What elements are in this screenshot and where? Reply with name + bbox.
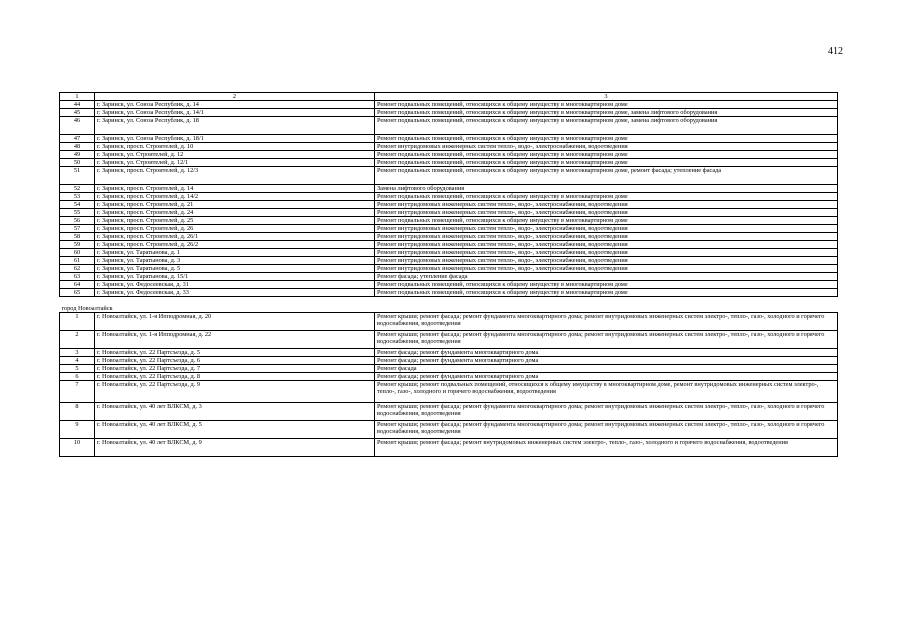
row-number: 49 bbox=[60, 151, 95, 159]
row-address: г. Заринск, просп. Строителей, д. 26/2 bbox=[95, 241, 375, 249]
row-work-type: Ремонт подвальных помещений, относящихся к общему имуществу в многоквартирном доме, замена лифтового оборудования bbox=[375, 109, 838, 117]
table-row bbox=[60, 331, 838, 349]
works-table bbox=[59, 92, 838, 457]
row-number: 48 bbox=[60, 143, 95, 151]
row-address: г. Заринск, ул. Союза Республик, д. 18/1 bbox=[95, 135, 375, 143]
row-address: г. Новоалтайск, ул. 1-я Ипподромная, д. 22 bbox=[95, 331, 375, 349]
row-work-type: Ремонт внутридомовых инженерных систем тепло-, водо-, электроснабжения, водоотведения bbox=[375, 241, 838, 249]
row-number: 6 bbox=[60, 373, 95, 381]
row-work-type: Ремонт крыши; ремонт фасада; ремонт фундамента многоквартирного дома; ремонт внутридомовых инженерных систем электро-, тепло-, газо-, холодного и горячего водоснабжения, водоотведения bbox=[375, 331, 838, 349]
row-address: г. Заринск, просп. Строителей, д. 14 bbox=[95, 185, 375, 193]
row-work-type: Ремонт фасада; ремонт фундамента многоквартирного дома bbox=[375, 373, 838, 381]
row-address: г. Заринск, ул. Союза Республик, д. 14/1 bbox=[95, 109, 375, 117]
row-number: 62 bbox=[60, 265, 95, 273]
table-row bbox=[60, 289, 838, 297]
table-row bbox=[60, 201, 838, 209]
table-row bbox=[60, 117, 838, 135]
row-work-type: Ремонт фасада; ремонт фундамента многоквартирного дома bbox=[375, 357, 838, 365]
row-number: 64 bbox=[60, 281, 95, 289]
header-col-2: 2 bbox=[95, 93, 375, 101]
table-row bbox=[60, 209, 838, 217]
table-row bbox=[60, 365, 838, 373]
row-address: г. Заринск, ул. Союза Республик, д. 14 bbox=[95, 101, 375, 109]
table-row bbox=[60, 249, 838, 257]
row-number: 53 bbox=[60, 193, 95, 201]
row-address: г. Заринск, просп. Строителей, д. 25 bbox=[95, 217, 375, 225]
row-address: г. Заринск, ул. Строителей, д. 12 bbox=[95, 151, 375, 159]
row-number: 57 bbox=[60, 225, 95, 233]
table-row bbox=[60, 143, 838, 151]
row-number: 9 bbox=[60, 421, 95, 439]
row-address: г. Заринск, ул. Строителей, д. 12/1 bbox=[95, 159, 375, 167]
table-row bbox=[60, 159, 838, 167]
row-address: г. Новоалтайск, ул. 22 Партсъезда, д. 5 bbox=[95, 349, 375, 357]
row-work-type: Ремонт крыши; ремонт фасада; ремонт фундамента многоквартирного дома; ремонт внутридомовых инженерных систем электро-, тепло-, газо-, холодного и горячего водоснабжения, водоотведения bbox=[375, 403, 838, 421]
row-address: г. Заринск, ул. Таратынова, д. 3 bbox=[95, 257, 375, 265]
row-number: 4 bbox=[60, 357, 95, 365]
section-title: город Новоалтайск bbox=[61, 305, 113, 312]
row-work-type: Ремонт крыши; ремонт фасада; ремонт фундамента многоквартирного дома; ремонт внутридомовых инженерных систем электро-, тепло-, газо-, холодного и горячего водоснабжения, водоотведения bbox=[375, 313, 838, 331]
row-work-type: Ремонт подвальных помещений, относящихся к общему имуществу в многоквартирном доме bbox=[375, 281, 838, 289]
row-work-type: Ремонт фасада; утепление фасада bbox=[375, 273, 838, 281]
row-address: г. Новоалтайск, ул. 40 лет ВЛКСМ, д. 3 bbox=[95, 403, 375, 421]
row-address: г. Заринск, просп. Строителей, д. 12/3 bbox=[95, 167, 375, 185]
row-number: 10 bbox=[60, 439, 95, 457]
table-row bbox=[60, 135, 838, 143]
table-row bbox=[60, 257, 838, 265]
row-number: 51 bbox=[60, 167, 95, 185]
table-row bbox=[60, 109, 838, 117]
row-number: 63 bbox=[60, 273, 95, 281]
row-work-type: Ремонт подвальных помещений, относящихся к общему имуществу в многоквартирном доме bbox=[375, 217, 838, 225]
row-address: г. Новоалтайск, ул. 22 Партсъезда, д. 8 bbox=[95, 373, 375, 381]
table-row bbox=[60, 349, 838, 357]
row-number: 1 bbox=[60, 313, 95, 331]
row-number: 5 bbox=[60, 365, 95, 373]
table-row bbox=[60, 167, 838, 185]
table-row bbox=[60, 217, 838, 225]
row-address: г. Заринск, ул. Таратынова, д. 1 bbox=[95, 249, 375, 257]
table-row bbox=[60, 185, 838, 193]
page-number: 412 bbox=[828, 46, 843, 57]
header-col-3: 3 bbox=[375, 93, 838, 101]
row-number: 44 bbox=[60, 101, 95, 109]
table-row bbox=[60, 233, 838, 241]
row-work-type: Замена лифтового оборудования bbox=[375, 185, 838, 193]
table-row bbox=[60, 241, 838, 249]
row-work-type: Ремонт внутридомовых инженерных систем тепло-, водо-, электроснабжения, водоотведения bbox=[375, 233, 838, 241]
row-work-type: Ремонт подвальных помещений, относящихся к общему имуществу в многоквартирном доме bbox=[375, 193, 838, 201]
row-work-type: Ремонт внутридомовых инженерных систем тепло-, водо-, электроснабжения, водоотведения bbox=[375, 201, 838, 209]
table-row bbox=[60, 151, 838, 159]
row-work-type: Ремонт подвальных помещений, относящихся к общему имуществу в многоквартирном доме bbox=[375, 135, 838, 143]
row-address: г. Новоалтайск, ул. 40 лет ВЛКСМ, д. 9 bbox=[95, 439, 375, 457]
table-row bbox=[60, 313, 838, 331]
row-number: 54 bbox=[60, 201, 95, 209]
row-work-type: Ремонт подвальных помещений, относящихся к общему имуществу в многоквартирном доме, ремонт фасада; утепление фасада bbox=[375, 167, 838, 185]
table-row bbox=[60, 273, 838, 281]
section-row bbox=[60, 297, 838, 313]
row-number: 52 bbox=[60, 185, 95, 193]
row-address: г. Заринск, просп. Строителей, д. 24 bbox=[95, 209, 375, 217]
row-number: 55 bbox=[60, 209, 95, 217]
row-address: г. Заринск, ул. Таратынова, д. 5 bbox=[95, 265, 375, 273]
row-address: г. Новоалтайск, ул. 22 Партсъезда, д. 9 bbox=[95, 381, 375, 403]
row-work-type: Ремонт внутридомовых инженерных систем тепло-, водо-, электроснабжения, водоотведения bbox=[375, 257, 838, 265]
table-row bbox=[60, 439, 838, 457]
row-address: г. Заринск, ул. Союза Республик, д. 18 bbox=[95, 117, 375, 135]
row-address: г. Заринск, ул. Федосеевская, д. 31 bbox=[95, 281, 375, 289]
row-address: г. Заринск, просп. Строителей, д. 14/2 bbox=[95, 193, 375, 201]
row-address: г. Новоалтайск, ул. 22 Партсъезда, д. 6 bbox=[95, 357, 375, 365]
table-row bbox=[60, 381, 838, 403]
table-row bbox=[60, 101, 838, 109]
row-work-type: Ремонт крыши; ремонт фасада; ремонт фундамента многоквартирного дома; ремонт внутридомовых инженерных систем электро-, тепло-, газо-, холодного и горячего водоснабжения, водоотведения bbox=[375, 421, 838, 439]
table-row bbox=[60, 373, 838, 381]
row-work-type: Ремонт подвальных помещений, относящихся к общему имуществу в многоквартирном доме bbox=[375, 159, 838, 167]
row-number: 7 bbox=[60, 381, 95, 403]
row-number: 46 bbox=[60, 117, 95, 135]
row-address: г. Заринск, просп. Строителей, д. 10 bbox=[95, 143, 375, 151]
row-number: 47 bbox=[60, 135, 95, 143]
row-address: г. Новоалтайск, ул. 22 Партсъезда, д. 7 bbox=[95, 365, 375, 373]
row-number: 2 bbox=[60, 331, 95, 349]
table-row bbox=[60, 193, 838, 201]
row-work-type: Ремонт подвальных помещений, относящихся к общему имуществу в многоквартирном доме bbox=[375, 101, 838, 109]
row-work-type: Ремонт подвальных помещений, относящихся к общему имуществу в многоквартирном доме bbox=[375, 289, 838, 297]
table-header-row bbox=[60, 93, 838, 101]
row-address: г. Заринск, просп. Строителей, д. 26/1 bbox=[95, 233, 375, 241]
row-address: г. Заринск, просп. Строителей, д. 21 bbox=[95, 201, 375, 209]
row-address: г. Заринск, просп. Строителей, д. 26 bbox=[95, 225, 375, 233]
row-number: 56 bbox=[60, 217, 95, 225]
row-number: 65 bbox=[60, 289, 95, 297]
row-work-type: Ремонт внутридомовых инженерных систем тепло-, водо-, электроснабжения, водоотведения bbox=[375, 209, 838, 217]
row-work-type: Ремонт внутридомовых инженерных систем тепло-, водо-, электроснабжения, водоотведения bbox=[375, 225, 838, 233]
table-row bbox=[60, 403, 838, 421]
row-work-type: Ремонт внутридомовых инженерных систем тепло-, водо-, электроснабжения, водоотведения bbox=[375, 143, 838, 151]
table-row bbox=[60, 421, 838, 439]
row-number: 59 bbox=[60, 241, 95, 249]
row-number: 8 bbox=[60, 403, 95, 421]
row-address: г. Заринск, ул. Таратынова, д. 15/1 bbox=[95, 273, 375, 281]
table-row bbox=[60, 357, 838, 365]
row-work-type: Ремонт фасада; ремонт фундамента многоквартирного дома bbox=[375, 349, 838, 357]
row-address: г. Новоалтайск, ул. 40 лет ВЛКСМ, д. 5 bbox=[95, 421, 375, 439]
row-number: 45 bbox=[60, 109, 95, 117]
row-work-type: Ремонт подвальных помещений, относящихся к общему имуществу в многоквартирном доме bbox=[375, 151, 838, 159]
table-row bbox=[60, 281, 838, 289]
row-work-type: Ремонт крыши; ремонт подвальных помещений, относящихся к общему имуществу в многоквартирном доме, ремонт внутридомовых инженерных систем электро-, тепло-, газо-, холодного и горячего водоснабжения, водоотведения bbox=[375, 381, 838, 403]
header-col-1: 1 bbox=[60, 93, 95, 101]
row-work-type: Ремонт крыши; ремонт фасада; ремонт внутридомовых инженерных систем электро-, тепло-, газо-, холодного и горячего водоснабжения, водоотведения bbox=[375, 439, 838, 457]
row-number: 58 bbox=[60, 233, 95, 241]
row-work-type: Ремонт внутридомовых инженерных систем тепло-, водо-, электроснабжения, водоотведения bbox=[375, 265, 838, 273]
row-number: 61 bbox=[60, 257, 95, 265]
row-number: 3 bbox=[60, 349, 95, 357]
table-row bbox=[60, 265, 838, 273]
row-number: 60 bbox=[60, 249, 95, 257]
row-number: 50 bbox=[60, 159, 95, 167]
row-work-type: Ремонт подвальных помещений, относящихся к общему имуществу в многоквартирном доме, замена лифтового оборудования bbox=[375, 117, 838, 135]
row-work-type: Ремонт внутридомовых инженерных систем тепло-, водо-, электроснабжения, водоотведения bbox=[375, 249, 838, 257]
table-row bbox=[60, 225, 838, 233]
row-address: г. Заринск, ул. Федосеевская, д. 33 bbox=[95, 289, 375, 297]
row-work-type: Ремонт фасада bbox=[375, 365, 838, 373]
row-address: г. Новоалтайск, ул. 1-я Ипподромная, д. 20 bbox=[95, 313, 375, 331]
